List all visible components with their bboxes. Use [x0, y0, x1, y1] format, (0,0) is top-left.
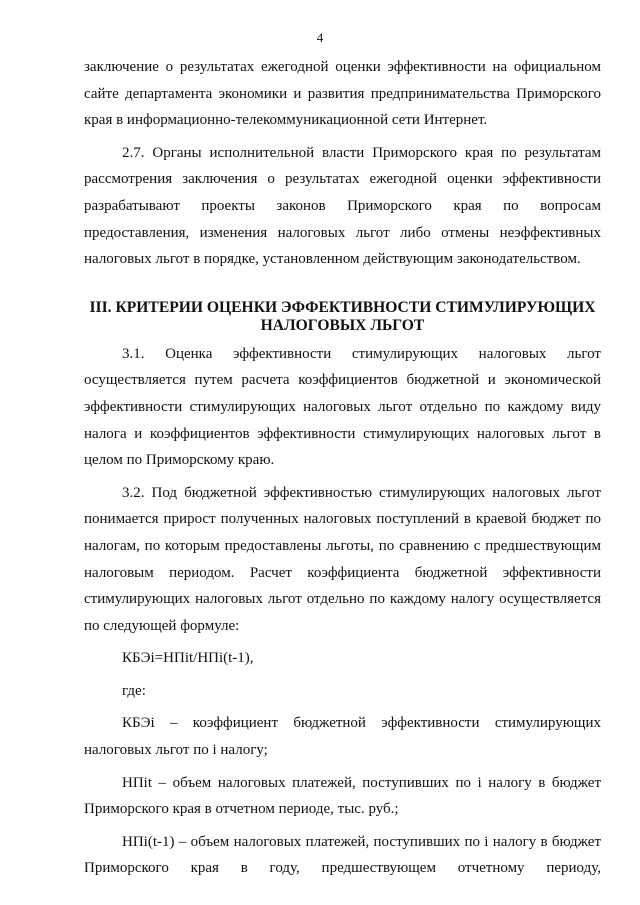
- paragraph-3-1: 3.1. Оценка эффективности стимулирующих налоговых льгот осуществляется путем расчета коэффициентов бюджетной и экономической эффективности стимулирующих налоговых льгот отдельно по каждому виду налога и коэффициентов эффективности стимулирующих налоговых льгот в целом по Приморскому краю.: [84, 345, 601, 469]
- paragraph-2-7: 2.7. Органы исполнительной власти Приморского края по результатам рассмотрения заключения о результатах ежегодной оценки эффективности разрабатывают проекты законов Приморского края по вопросам предоставления, изменения налоговых льгот либо отмены неэффективных налоговых льгот в порядке, установленном действующим законодательством.: [84, 144, 601, 268]
- section-heading-line-1: III. КРИТЕРИИ ОЦЕНКИ ЭФФЕКТИВНОСТИ СТИМУЛИРУЮЩИХ: [89, 298, 596, 316]
- definition-kbe: КБЭi – коэффициент бюджетной эффективности стимулирующих налоговых льгот по i налогу;: [84, 715, 601, 759]
- section-heading: [84, 299, 601, 335]
- definition-npi-prev: НПi(t-1) – объем налоговых платежей, поступивших по i налогу в бюджет Приморского края в году, предшествующем отчетному периоду,: [84, 833, 601, 877]
- where-label: где:: [122, 682, 146, 699]
- section-heading-line-2: НАЛОГОВЫХ ЛЬГОТ: [260, 316, 425, 334]
- page-number: 4: [316, 30, 324, 45]
- definition-npit: НПit – объем налоговых платежей, поступивших по i налогу в бюджет Приморского края в отчетном периоде, тыс. руб.;: [84, 774, 601, 818]
- paragraph-3-2: 3.2. Под бюджетной эффективностью стимулирующих налоговых льгот понимается прирост полученных налоговых поступлений в краевой бюджет по налогам, по которым предоставлены льготы, по сравнению с предшествующим налоговым периодом. Расчет коэффициента бюджетной эффективности стимулирующих налоговых льгот отдельно по каждому налогу осуществляется по следующей формуле:: [84, 484, 601, 634]
- paragraph-continuation: заключение о результатах ежегодной оценки эффективности на официальном сайте департамента экономики и развития предпринимательства Приморского края в информационно-телекоммуникационной сети Интернет.: [84, 59, 601, 129]
- document-body: [84, 54, 601, 882]
- formula: КБЭi=НПit/НПi(t-1),: [122, 650, 254, 667]
